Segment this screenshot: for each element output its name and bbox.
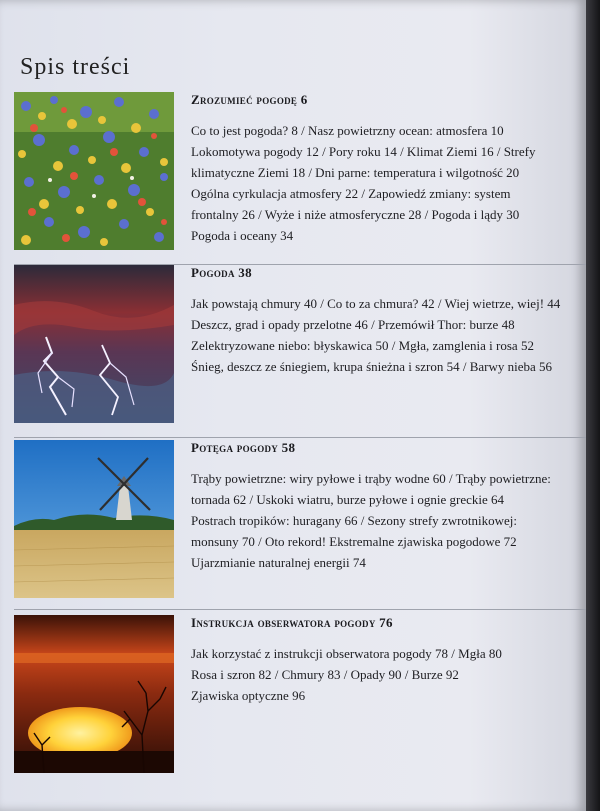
entry-line: klimatyczne Ziemi 18 / Dni parne: temperatura i wilgotność 20 bbox=[191, 165, 520, 180]
section-divider bbox=[14, 437, 588, 438]
entry-line: frontalny 26 / Wyże i niże atmosferyczne 28 / Pogoda i lądy 30 bbox=[191, 207, 520, 222]
section-entries bbox=[191, 468, 574, 573]
entry-line: Pogoda i oceany 34 bbox=[191, 228, 294, 243]
entry-line: Deszcz, grad i opady przelotne 46 / Przemówił Thor: burze 48 bbox=[191, 317, 515, 332]
entry-line: Śnieg, deszcz ze śniegiem, krupa śnieżna i szron 54 / Barwy nieba 56 bbox=[191, 359, 552, 374]
section-entries bbox=[191, 120, 574, 246]
entry-line: Trąby powietrzne: wiry pyłowe i trąby wodne 60 / Trąby powietrzne: bbox=[191, 471, 551, 486]
entry-line: Jak powstają chmury 40 / Co to za chmura? 42 / Wiej wietrze, wiej! 44 bbox=[191, 296, 561, 311]
entry-line: Ujarzmianie naturalnej energii 74 bbox=[191, 555, 366, 570]
entry-line: monsuny 70 / Oto rekord! Ekstremalne zjawiska pogodowe 72 bbox=[191, 534, 517, 549]
lightning-storm-photo bbox=[14, 265, 174, 423]
section-entries bbox=[191, 293, 574, 377]
entry-line: Zelektryzowane niebo: błyskawica 50 / Mgła, zamglenia i rosa 52 bbox=[191, 338, 534, 353]
entry-line: Lokomotywa pogody 12 / Pory roku 14 / Klimat Ziemi 16 / Strefy bbox=[191, 144, 536, 159]
book-spine-shadow bbox=[586, 0, 600, 811]
section-divider bbox=[14, 609, 588, 610]
entry-line: tornada 62 / Uskoki wiatru, burze pyłowe i ognie greckie 64 bbox=[191, 492, 504, 507]
entry-line: Rosa i szron 82 / Chmury 83 / Opady 90 / Burze 92 bbox=[191, 667, 459, 682]
section-heading: Zrozumieć pogodę 6 bbox=[191, 92, 308, 107]
entry-line: Zjawiska optyczne 96 bbox=[191, 688, 306, 703]
section-heading: Instrukcja obserwatora pogody 76 bbox=[191, 615, 393, 630]
entry-line: Postrach tropików: huragany 66 / Sezony strefy zwrotnikowej: bbox=[191, 513, 518, 528]
page-title: Spis treści bbox=[20, 54, 131, 80]
section-heading: Potęga pogody 58 bbox=[191, 440, 296, 455]
wildflower-meadow-photo bbox=[14, 92, 174, 250]
entry-line: Ogólna cyrkulacja atmosfery 22 / Zapowiedź zmiany: system bbox=[191, 186, 511, 201]
windmill-wheat-field-photo bbox=[14, 440, 174, 598]
sunset-photo bbox=[14, 615, 174, 773]
section-entries bbox=[191, 643, 574, 706]
section-heading: Pogoda 38 bbox=[191, 265, 252, 280]
entry-line: Co to jest pogoda? 8 / Nasz powietrzny ocean: atmosfera 10 bbox=[191, 123, 504, 138]
entry-line: Jak korzystać z instrukcji obserwatora pogody 78 / Mgła 80 bbox=[191, 646, 502, 661]
